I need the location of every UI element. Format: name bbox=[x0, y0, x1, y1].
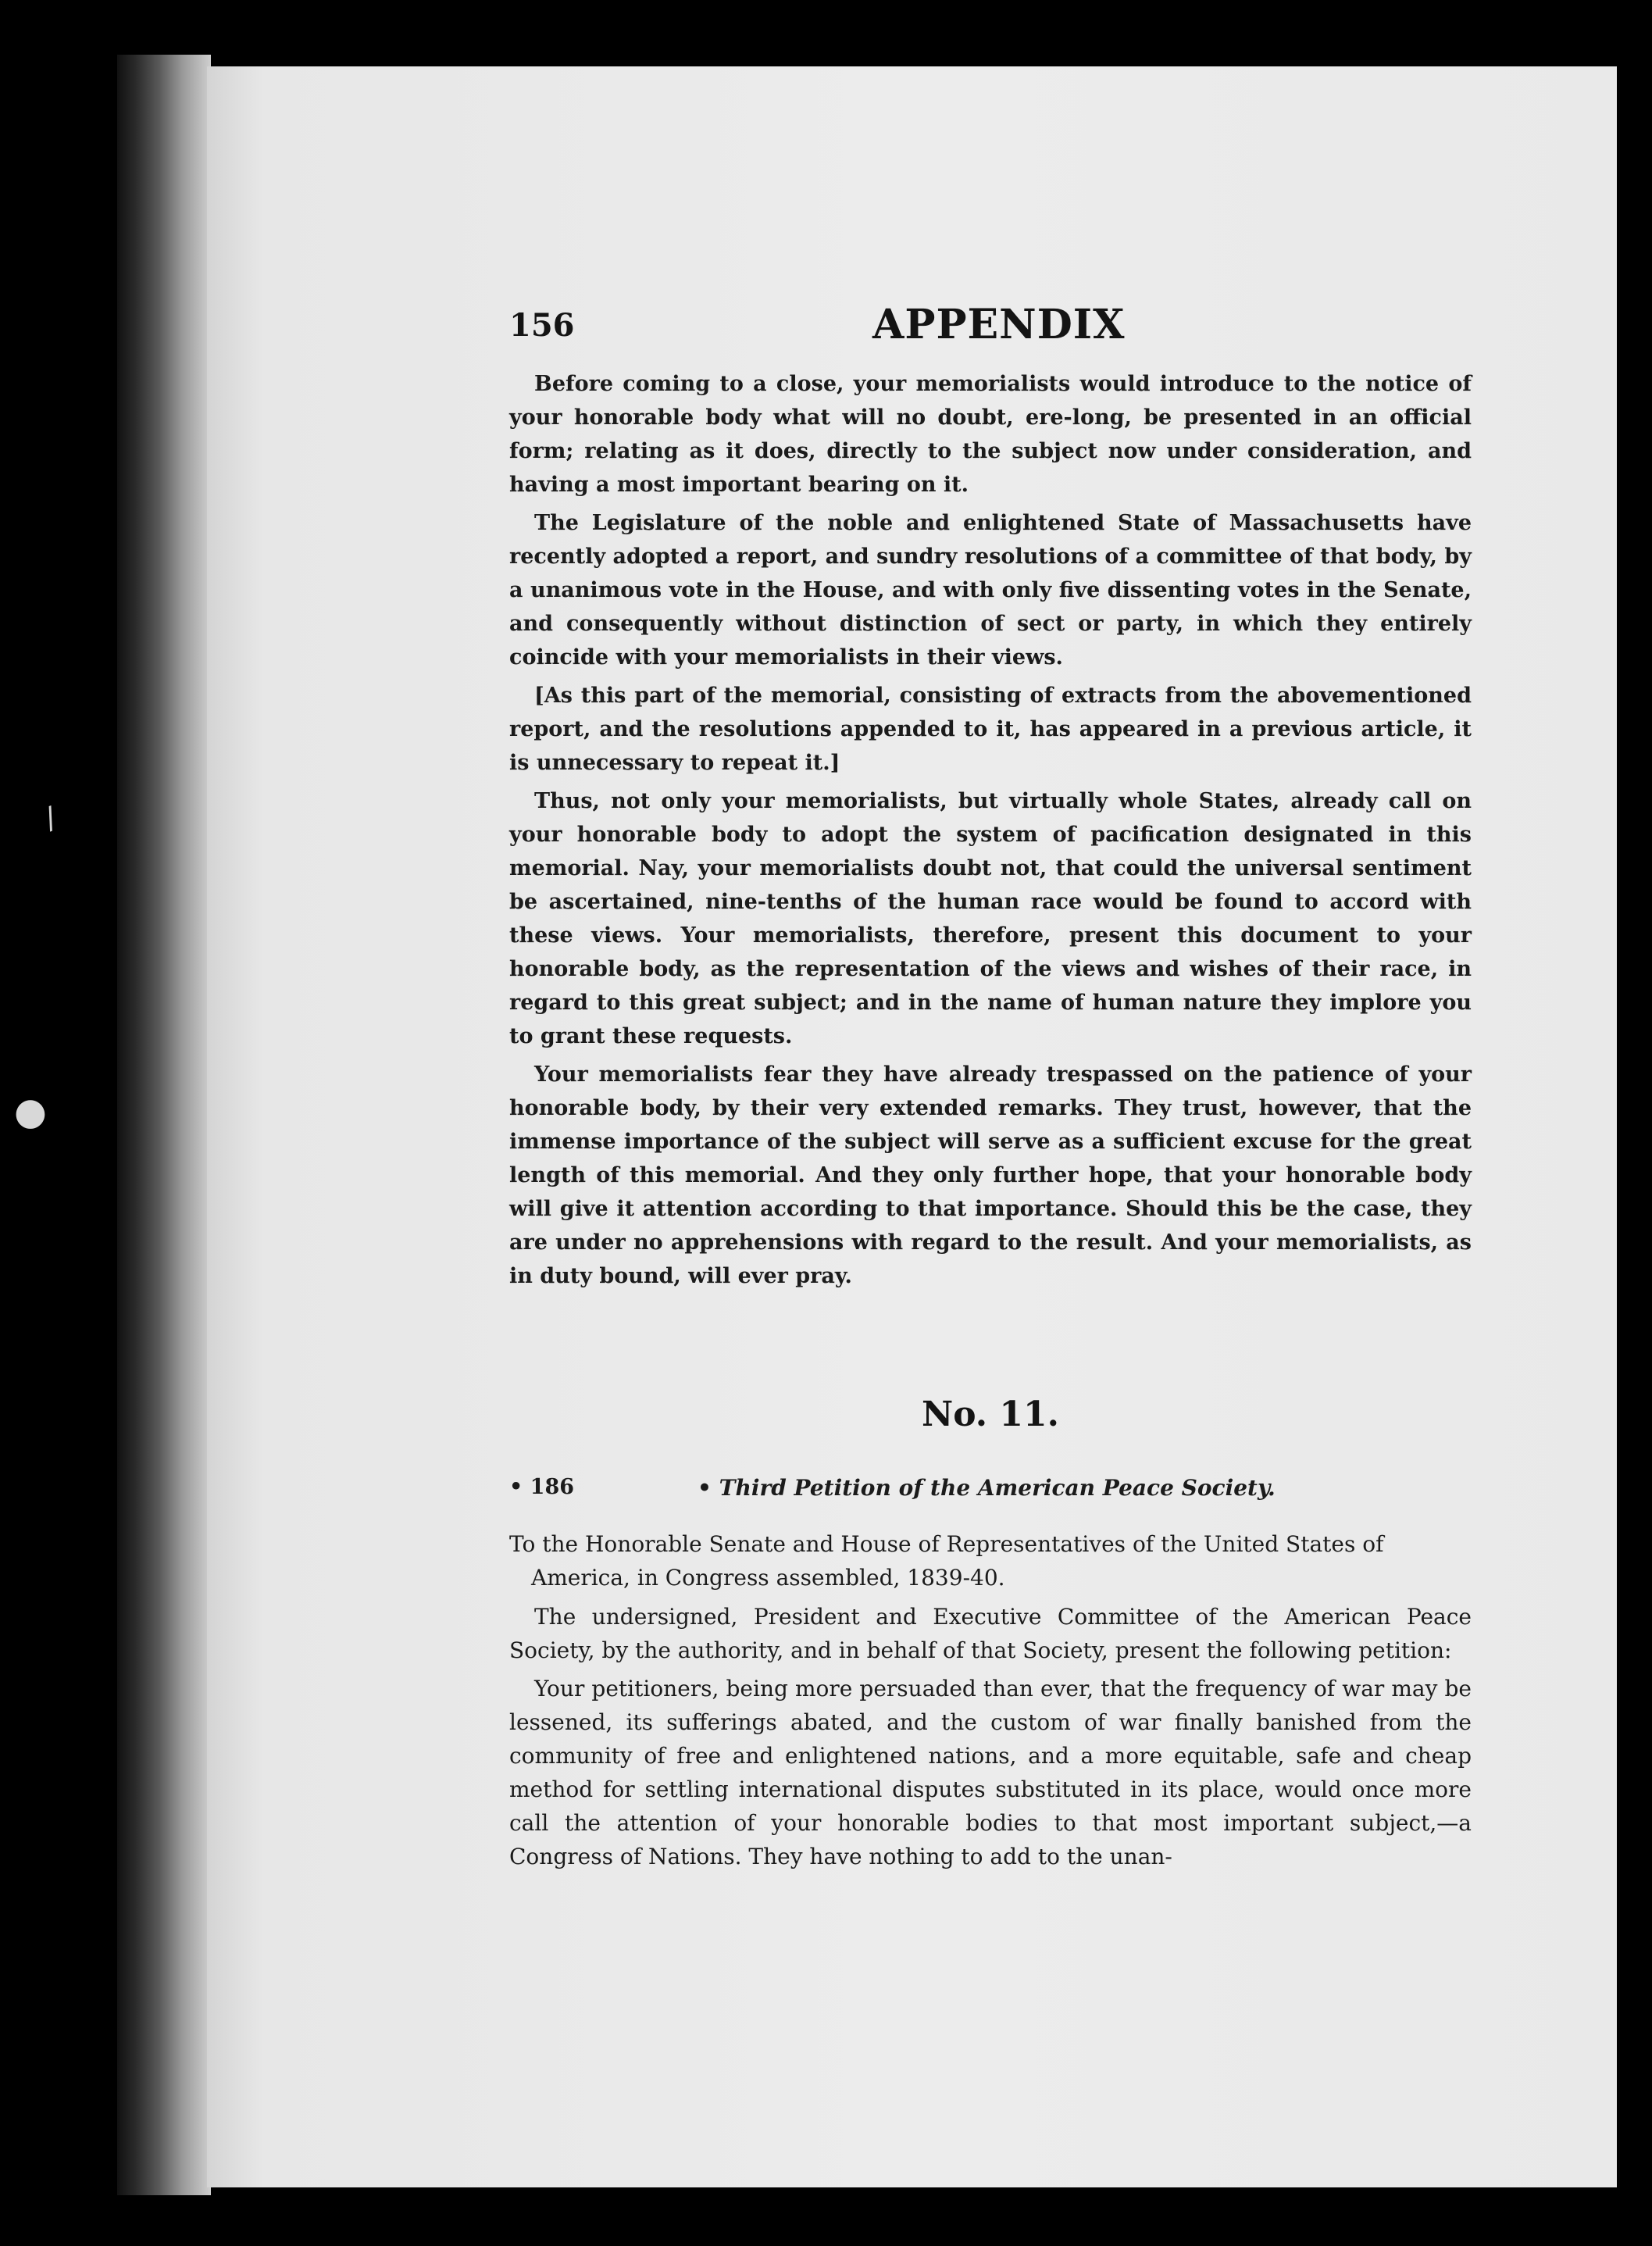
paragraph: Thus, not only your memorialists, but virtually whole States, already call on your honorable body to adopt the system of pacification designated in this memorial. Nay, your memorialists doubt not, that could the universal sentiment be ascertained, nine-tenths of the human race would be found to accord with these views. Your memorialists, therefore, present this document to your honorable body, as the representation of the views and wishes of their race, in regard to this great subject; and in the name of human nature they implore you to grant these requests. bbox=[509, 789, 1472, 1048]
paragraph: The undersigned, President and Executive Committee of the American Peace Society, by the authority, and in behalf of that Society, present the following petition: bbox=[509, 1604, 1472, 1663]
address-line: To the Honorable Senate and House of Representatives of the United States of America, in Congress assembled, 1839-40. bbox=[509, 1531, 1384, 1591]
side-reference: • 186 bbox=[509, 1475, 575, 1499]
margin-smudge: / bbox=[39, 800, 61, 836]
book-binding-edge bbox=[117, 55, 211, 2195]
petition-text bbox=[509, 1600, 1472, 1878]
paragraph: Before coming to a close, your memorialists would introduce to the notice of your honorable body what will no doubt, ere-long, be presented in an official form; relating as it does, directly to the subject now under consideration, and having a most important bearing on it. bbox=[509, 372, 1472, 497]
section-title: • Third Petition of the American Peace Society. bbox=[698, 1475, 1276, 1501]
memorial-closing-text bbox=[509, 367, 1472, 1298]
paragraph: [As this part of the memorial, consisting of extracts from the abovementioned report, and the resolutions appended to it, has appeared in a previous article, it is unnecessary to repeat it.] bbox=[509, 684, 1472, 775]
paragraph: The Legislature of the noble and enlightened State of Massachusetts have recently adopted a report, and sundry resolutions of a committee of that body, by a unanimous vote in the House, and with only five dissenting votes in the Senate, and consequently without distinction of sect or party, in which they entirely coincide with your memorialists in their views. bbox=[509, 511, 1472, 670]
margin-smudge: ● bbox=[14, 1090, 47, 1134]
paragraph: Your memorialists fear they have already trespassed on the patience of your honorable body, by their very extended remarks. They trust, however, that the immense importance of the subject will serve as a sufficient excuse for the great length of this memorial. And they only further hope, that your honorable body will give it attention according to that importance. Should this be the case, they are under no apprehensions with regard to the result. And your memorialists, as in duty bound, will ever pray. bbox=[509, 1062, 1472, 1288]
page-header bbox=[509, 301, 1478, 355]
section-number: No. 11. bbox=[922, 1394, 1059, 1434]
page-number: 156 bbox=[509, 307, 575, 344]
paragraph: Your petitioners, being more persuaded than ever, that the frequency of war may be lessened, its sufferings abated, and the custom of war finally banished from the community of free and enlightened nations, and a more equitable, safe and cheap method for settling international disputes substituted in its place, would once more call the attention of your honorable bodies to that most important subject,—a Congress of Nations. They have nothing to add to the unan- bbox=[509, 1676, 1472, 1869]
running-head: APPENDIX bbox=[872, 301, 1126, 348]
